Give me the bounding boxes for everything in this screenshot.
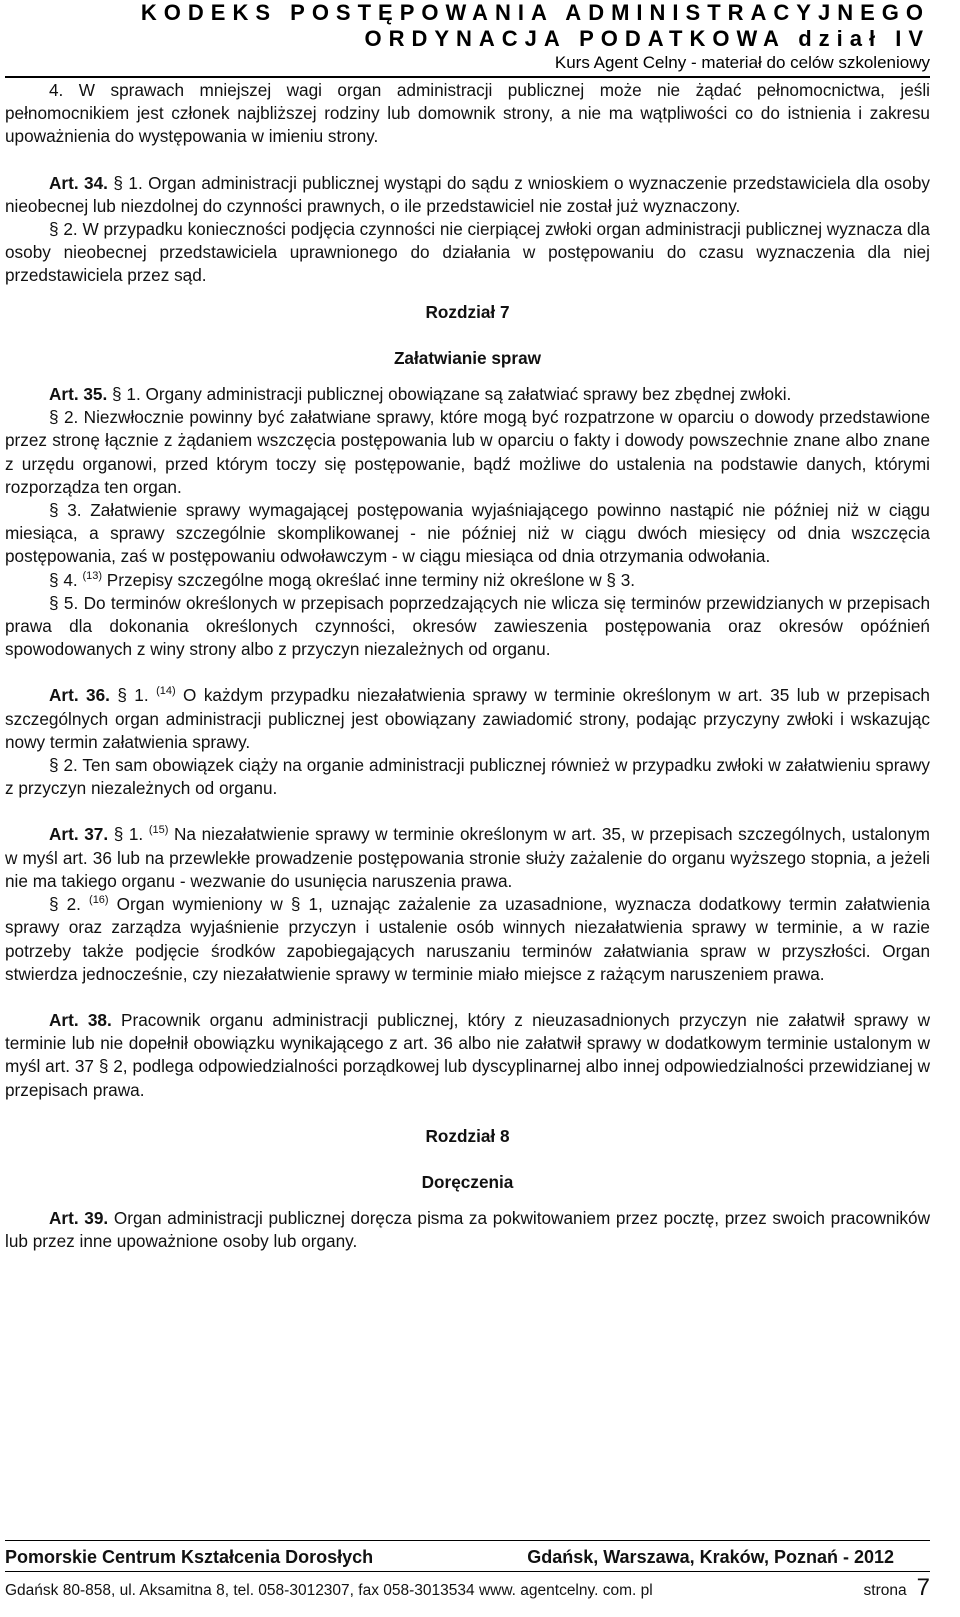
footer-cities: Gdańsk, Warszawa, Kraków, Poznań - 2012 (527, 1547, 894, 1567)
header-divider (5, 76, 930, 78)
paragraph (5, 569, 930, 592)
footer-address: Gdańsk 80-858, ul. Aksamitna 8, tel. 058-3012307, fax 058-3013534 www. agentcelny. com. pl (5, 1582, 653, 1599)
paragraph: § 2. Niezwłocznie powinny być załatwiane sprawy, które mogą być rozpatrzone w oparciu o dowody przedstawione przez stronę łącznie z żądaniem wszczęcia postępowania lub w oparciu o fakty i dowody powszechnie znane albo znane z urzędu organowi, przed którym toczy się postępowanie, bądź możliwe do ustalenia na podstawie danych, którymi rozporządza ten organ. (5, 407, 930, 497)
article-label: Art. 36. (49, 685, 110, 706)
footer-institution: Pomorskie Centrum Kształcenia Dorosłych (5, 1547, 374, 1567)
footnote-ref: (15) (148, 824, 169, 837)
paragraph: § 2. Ten sam obowiązek ciąży na organie administracji publicznej również w przypadku zwłoki w załatwieniu sprawy z przyczyn niezależnych od organu. (5, 755, 930, 799)
article-label: Art. 34. (49, 172, 108, 193)
paragraph: 4. W sprawach mniejszej wagi organ administracji publicznej może nie żądać pełnomocnictwa, jeśli pełnomocnikiem jest członek najbliższej rodziny lub domownik strony, a nie ma wątpliwości co do istnienia i zakresu upoważnienia do występowania w imieniu strony. (5, 80, 930, 147)
paragraph: § 5. Do terminów określonych w przepisach poprzedzających nie wlicza się terminów przewidzianych w przepisach prawa dla dokonania określonych czynności, okresów zawieszenia postępowania oraz okresów opóźnień spowodowanych z winy strony albo z przyczyn niezależnych od organu. (5, 592, 930, 660)
paragraph-text: Organ administracji publicznej doręcza pisma za pokwitowaniem przez pocztę, przez swoich pracowników lub przez inne upoważnione osoby lub organy. (5, 1208, 930, 1252)
article-label: Art. 39. (49, 1208, 109, 1229)
paragraph-text: Pracownik organu administracji publicznej, który z nieuzasadnionych przyczyn nie załatwił sprawy w terminie lub nie dopełnił obowiązku wynikającego z art. 36 albo nie załatwił sprawy w dodatkowym terminie ustalonym w myśl art. 37 § 2, podlega odpowiedzialności porządkowej lub dyscyplinarnej albo innej odpowiedzialności przewidzianej w przepisach prawa. (5, 1009, 930, 1100)
paragraph-text: § 2. (49, 894, 90, 915)
paragraph-text: § 4. (49, 569, 83, 590)
article-label: Art. 37. (49, 824, 109, 845)
chapter-title: Załatwianie spraw (393, 347, 542, 368)
footnote-ref: (14) (156, 685, 176, 698)
chapter-heading: Rozdział 7 (425, 301, 510, 322)
article-35 (5, 383, 930, 406)
chapter-title: Doręczenia (421, 1171, 514, 1192)
paragraph-text: § 1. (109, 685, 157, 706)
paragraph-text: O każdym przypadku niezałatwienia sprawy w terminie określonym w art. 35 lub w przepisach szczególnych organ administracji publicznej jest obowiązany zawiadomić strony, podając przyczyny zwłoki i wskazując nowy termin załatwienia sprawy. (5, 685, 930, 752)
paragraph: § 1. Organy administracji publicznej obowiązane są załatwiać sprawy bez zbędnej zwłoki. (107, 384, 792, 405)
page-number: 7 (916, 1574, 930, 1601)
paragraph: § 3. Załatwienie sprawy wymagającej postępowania wyjaśniającego powinno nastąpić nie później niż w ciągu miesiąca, a sprawy szczególnie skomplikowanej - nie później niż w ciągu dwóch miesięcy od dnia wszczęcia postępowania, zaś w postępowaniu odwoławczym - w ciągu miesiąca od dnia otrzymania odwołania. (5, 500, 930, 567)
footnote-ref: (13) (82, 569, 103, 582)
paragraph: § 2. W przypadku konieczności podjęcia czynności nie cierpiącej zwłoki organ administracji publicznej wyznacza dla osoby nieobecnej przedstawiciela uprawnionego do działania w postępowaniu do czasu wyznaczenia dla niej przedstawiciela przez sąd. (5, 219, 930, 286)
paragraph: § 1. Organ administracji publicznej wystąpi do sądu z wnioskiem o wyznaczenie przedstawiciela dla osoby nieobecnej lub niezdolnej do czynności prawnych, o ile przedstawiciel nie został już wyznaczony. (5, 172, 930, 216)
article-36 (5, 684, 930, 754)
article-38 (5, 1009, 930, 1102)
article-39 (5, 1207, 930, 1253)
article-34 (5, 172, 930, 218)
page-label: strona (863, 1582, 907, 1599)
header-title: KODEKS POSTĘPOWANIA ADMINISTRACYJNEGO (140, 0, 930, 25)
paragraph-text: Organ wymieniony w § 1, uznając zażalenie za uzasadnione, wyznacza dodatkowy termin załatwienia sprawy oraz zarządza wyjaśnienie przyczyn i ustalenie osób winnych niezałatwienia sprawy w terminie, a w razie potrzeby także podjęcie środków zapobiegających naruszaniu terminów załatwiania spraw w przyszłości. Organ stwierdza jednocześnie, czy niezałatwienie sprawy w terminie miało miejsce z rażącym naruszeniem prawa. (5, 894, 930, 984)
paragraph (5, 893, 930, 986)
document-body (5, 79, 930, 1254)
article-label: Art. 35. (49, 384, 108, 405)
header-subtitle: ORDYNACJA PODATKOWA dział IV (364, 26, 930, 51)
paragraph-text: § 1. (108, 824, 149, 845)
article-label: Art. 38. (49, 1009, 112, 1030)
footnote-ref: (16) (89, 894, 109, 907)
header-course: Kurs Agent Celny - materiał do celów szkoleniowy (554, 53, 930, 72)
page-header (5, 0, 930, 74)
footer-divider (5, 1540, 930, 1541)
paragraph-text: Przepisy szczególne mogą określać inne terminy niż określone w § 3. (102, 569, 636, 590)
footer-contact (5, 1573, 930, 1606)
footer-divider-thin (5, 1571, 930, 1572)
article-37 (5, 823, 930, 893)
chapter-heading: Rozdział 8 (425, 1125, 510, 1146)
paragraph-text: Na niezałatwienie sprawy w terminie określonym w art. 35, w przepisach szczególnych, ustalonym w myśl art. 36 lub na przewlekłe prowadzenie postępowania stronie służy zażalenie do organu wyższego stopnia, a jeżeli nie ma takiego organu - wezwanie do usunięcia naruszenia prawa. (5, 824, 930, 891)
page-footer (5, 1545, 930, 1569)
